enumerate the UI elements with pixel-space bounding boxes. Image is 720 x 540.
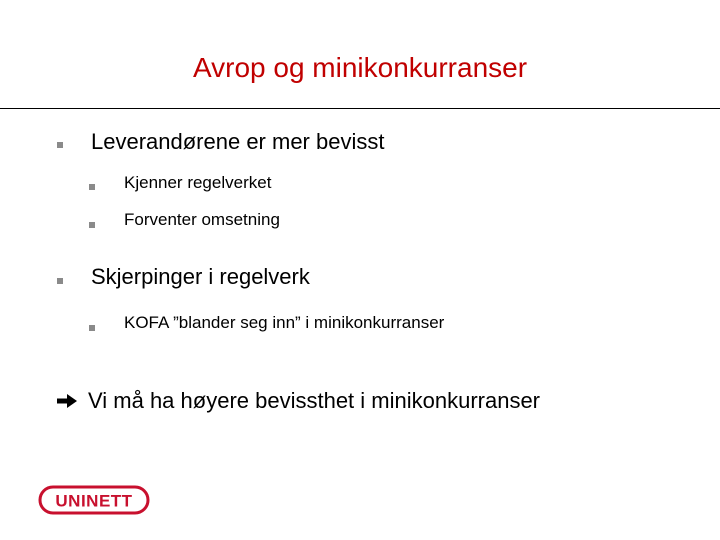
sub-bullet-item: Kjenner regelverket [124,173,272,192]
bullet-square-icon [57,278,63,284]
bullet-square-icon [89,222,95,228]
bullet-square-icon [89,325,95,331]
bullet-square-icon [89,184,95,190]
sub-bullet-item: Forventer omsetning [124,210,280,229]
right-arrow-icon [56,393,78,409]
conclusion-line [56,387,540,415]
uninett-logo [38,484,150,516]
bullet-square-icon [57,142,63,148]
svg-text:UNINETT: UNINETT [55,491,133,511]
conclusion-text: Vi må ha høyere bevissthet i minikonkurranser [88,388,541,413]
sub-bullet-item: KOFA ”blander seg inn” i minikonkurranser [124,313,445,332]
title-divider [0,108,720,109]
bullet-item: Leverandørene er mer bevisst [91,129,385,154]
bullet-item: Skjerpinger i regelverk [91,264,310,289]
slide-title: Avrop og minikonkurranser [192,52,528,83]
